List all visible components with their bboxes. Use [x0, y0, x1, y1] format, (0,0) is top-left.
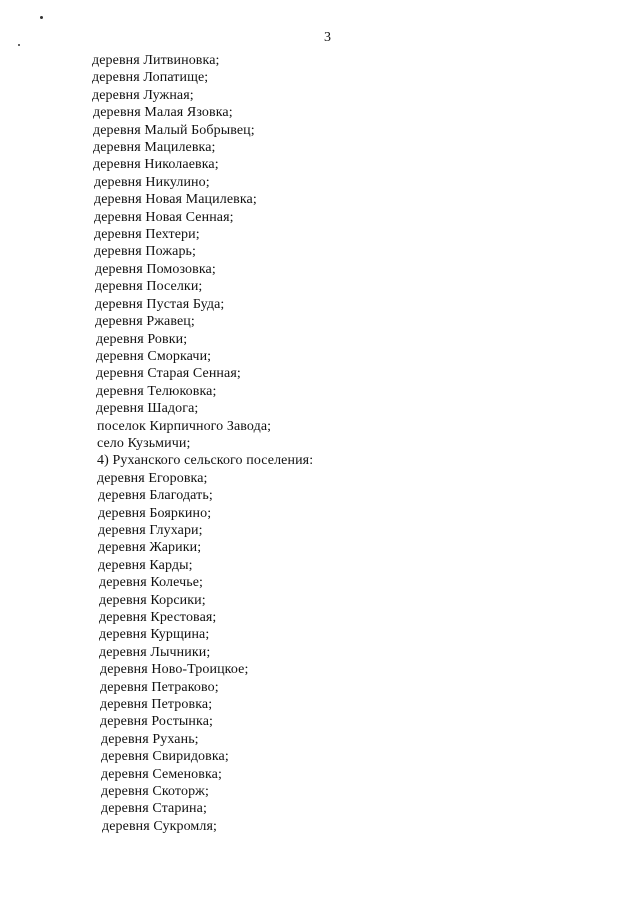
list-item: деревня Лужная; — [92, 87, 194, 103]
list-item: деревня Лопатище; — [92, 70, 209, 86]
list-item: деревня Малая Язовка; — [93, 105, 233, 121]
section-heading: 4) Руханского сельского поселения: — [97, 453, 314, 469]
list-item: деревня Семеновка; — [101, 766, 222, 782]
list-item: деревня Скоторж; — [101, 784, 209, 800]
list-item: деревня Новая Мацилевка; — [94, 192, 257, 208]
scan-speck — [40, 16, 43, 19]
list-item: деревня Корсики; — [99, 592, 206, 608]
list-item: деревня Лычники; — [99, 644, 211, 660]
page-number: 3 — [324, 30, 331, 45]
scan-speck — [18, 44, 20, 46]
list-item: деревня Благодать; — [98, 488, 213, 504]
list-item: поселок Кирпичного Завода; — [97, 418, 272, 434]
list-item: деревня Сукромля; — [102, 818, 217, 834]
list-item: деревня Помозовка; — [95, 261, 216, 277]
list-item: деревня Колечье; — [99, 575, 204, 591]
list-item: деревня Телюковка; — [96, 383, 217, 399]
list-item: деревня Ростынка; — [100, 714, 214, 730]
list-item: деревня Глухари; — [98, 522, 203, 538]
list-item: деревня Жарики; — [98, 540, 202, 556]
list-item: село Кузьмичи; — [97, 435, 191, 451]
list-item: деревня Новая Сенная; — [94, 209, 234, 225]
list-item: деревня Старина; — [101, 801, 207, 817]
list-item: деревня Пустая Буда; — [95, 296, 225, 312]
list-item: деревня Малый Бобрывец; — [93, 122, 255, 138]
list-item: деревня Поселки; — [95, 279, 203, 295]
list-item: деревня Петровка; — [100, 697, 213, 713]
list-item: деревня Рухань; — [101, 731, 199, 747]
list-item: деревня Ново-Троицкое; — [100, 662, 249, 678]
list-item: деревня Курщина; — [99, 627, 210, 643]
list-item: деревня Сморкачи; — [96, 348, 212, 364]
list-item: деревня Старая Сенная; — [96, 366, 241, 382]
settlement-list — [92, 52, 313, 835]
list-item: деревня Егоровка; — [97, 470, 208, 486]
list-item: деревня Бояркино; — [98, 505, 212, 521]
list-item: деревня Ровки; — [96, 331, 188, 347]
list-item: деревня Свиридовка; — [101, 749, 229, 765]
list-item: деревня Крестовая; — [99, 610, 217, 625]
list-item: деревня Литвиновка; — [92, 53, 220, 68]
list-item: деревня Шадога; — [96, 401, 199, 417]
list-item: деревня Николаевка; — [93, 157, 219, 173]
list-item: деревня Пожарь; — [94, 244, 197, 260]
list-item: деревня Мацилевка; — [93, 140, 216, 156]
list-item: деревня Петраково; — [100, 679, 219, 695]
list-item: деревня Никулино; — [94, 174, 210, 190]
list-item: деревня Карды; — [98, 557, 193, 573]
list-item: деревня Ржавец; — [95, 314, 195, 330]
list-item: деревня Пехтери; — [94, 227, 200, 243]
